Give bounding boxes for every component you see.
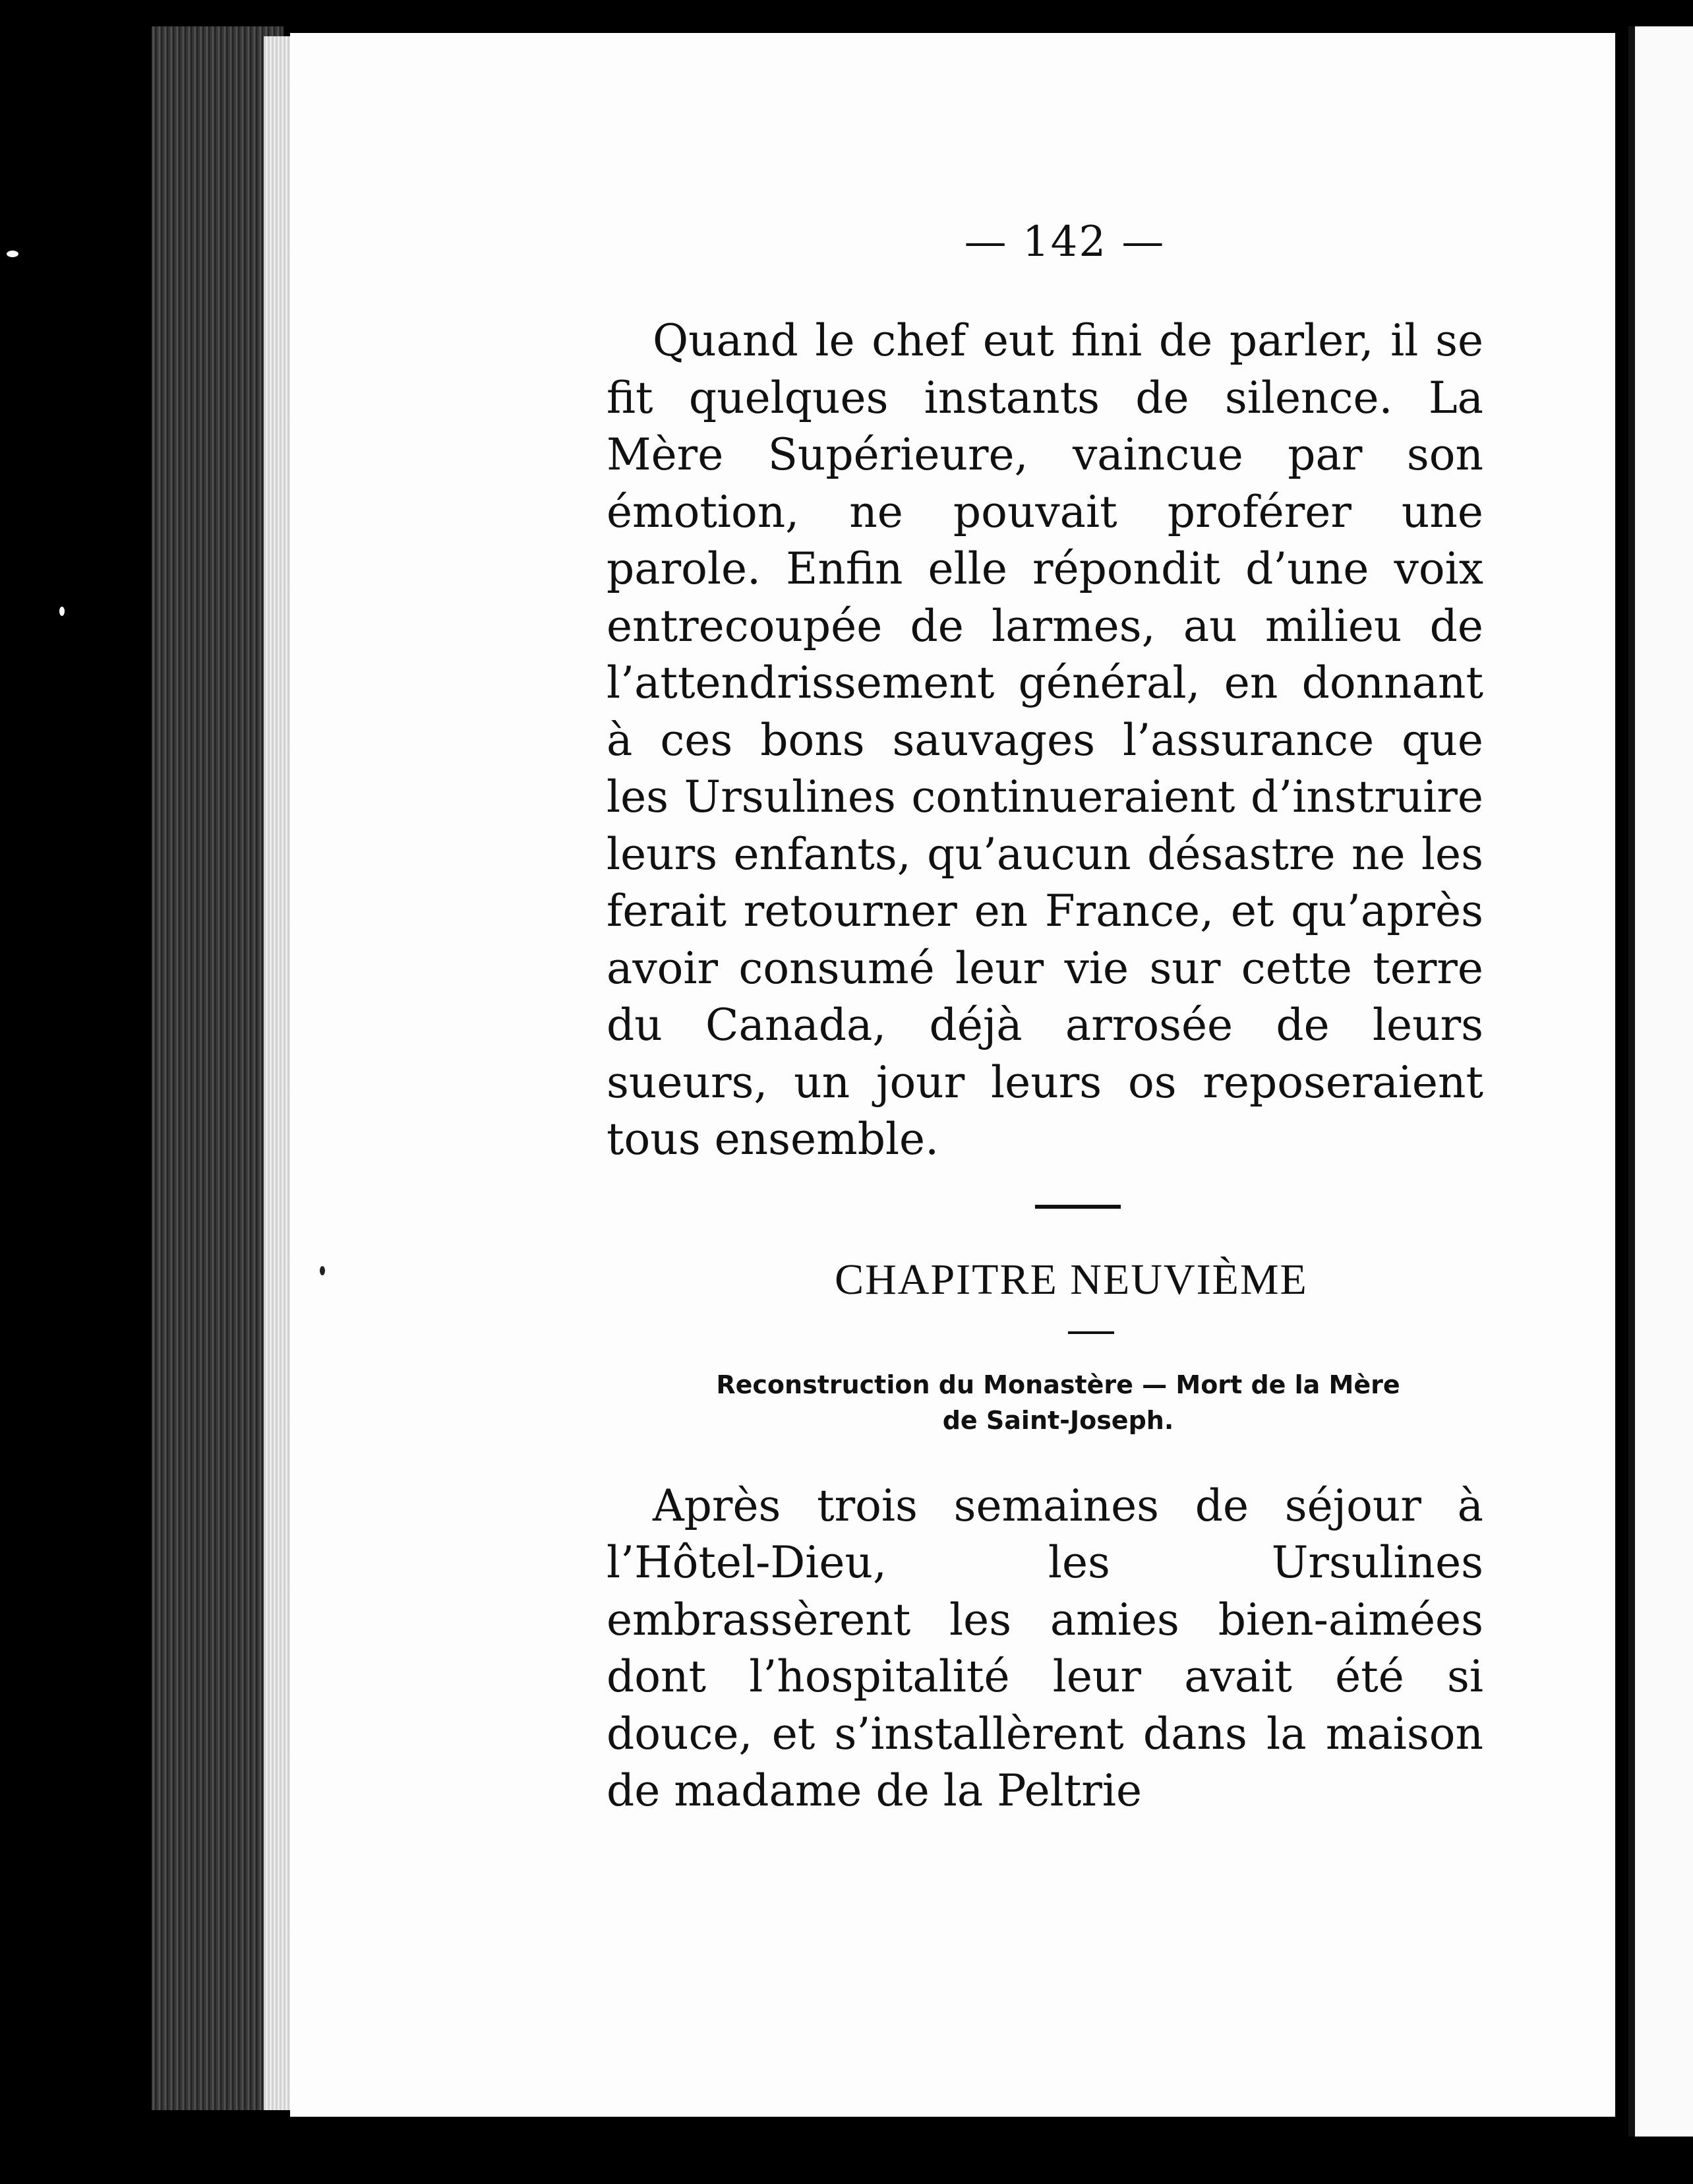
section-separator <box>1035 1205 1121 1209</box>
scan-speck <box>320 1266 325 1275</box>
scan-speck <box>59 607 65 616</box>
page-content <box>607 218 1483 1820</box>
paragraph-1: Quand le chef eut fini de parler, il se fit quelques instants de silence. La Mère Supérieure, vaincue par son émotion, ne pouvait proférer une parole. Enfin elle répondit d’une voix entrecoupée de larmes, au milieu de l’attendrissement général, en donnant à ces bons sauvages l’assurance que les Ursulines continueraient d’instruire leurs enfants, qu’aucun désastre ne les ferait retourner en France, et qu’après avoir consumé leur vie sur cette terre du Canada, déjà arrosée de leurs sueurs, un jour leurs os reposeraient tous ensemble. <box>607 315 1483 1165</box>
chapter-subtitle-line-1: Reconstruction du Monastère — Mort de la Mère <box>716 1370 1400 1399</box>
chapter-rule <box>1068 1331 1114 1334</box>
page-number: — 142 — <box>964 218 1166 266</box>
facing-page <box>1628 26 1693 2137</box>
paragraph-2: Après trois semaines de séjour à l’Hôtel-Dieu, les Ursulines embrassèrent les amies bien-aimées dont l’hospitalité leur avait été si douce, et s’installèrent dans la maison de madame de la Peltrie <box>607 1480 1483 1816</box>
chapter-title: CHAPITRE NEUVIÈME <box>835 1255 1308 1304</box>
chapter-subtitle-line-2: de Saint-Joseph. <box>942 1405 1174 1435</box>
scan-speck <box>7 251 18 257</box>
chapter-subtitle <box>607 1367 1483 1438</box>
